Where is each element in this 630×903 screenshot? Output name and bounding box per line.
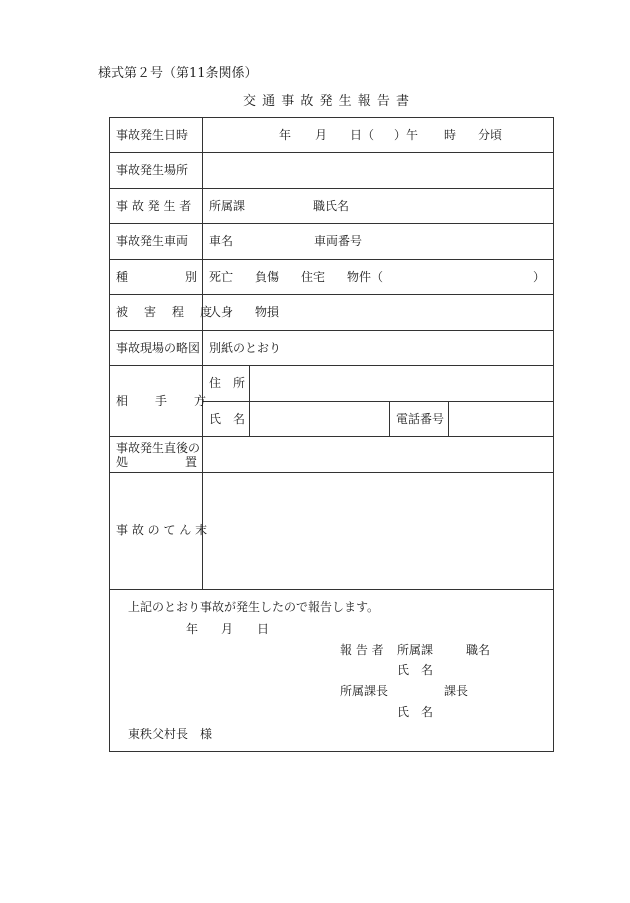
label-damage-extent: 被 害 程 度 [116,305,215,319]
datetime-year: 年 [279,128,292,142]
label-immediate-response-line2a: 処 [116,455,129,469]
row-divider [109,294,554,295]
report-statement: 上記のとおり事故が発生したので報告します。 [128,600,380,614]
category-death: 死亡 [209,270,234,284]
label-other-party: 相 手 方 [116,394,208,408]
vehicle-number: 車両番号 [314,234,363,248]
row-divider [109,436,554,437]
table-border-top [109,117,554,118]
datetime-hour: 時 [444,128,457,142]
document-title: 交 通 事 故 発 生 報 告 書 [243,94,411,109]
label-accident-vehicle: 事故発生車両 [116,234,189,248]
datetime-ampm: ）午 [394,128,419,142]
report-date-day: 日 [257,622,270,636]
report-date-month: 月 [221,622,234,636]
row-divider [109,223,554,224]
phone-label-right-divider [448,401,449,437]
table-border-left [109,117,110,752]
category-property: 物件（ [347,270,384,284]
vehicle-name: 車名 [209,234,234,248]
label-category-b: 別 [185,270,198,284]
label-site-sketch: 事故現場の略図 [116,341,201,355]
report-date-year: 年 [186,622,199,636]
datetime-day: 日（ [350,128,375,142]
other-party-name-label: 氏 名 [209,412,246,426]
person-title-name: 職氏名 [313,199,350,213]
row-divider [109,152,554,153]
label-accident-details: 事 故 の て ん 末 [116,523,208,537]
table-border-bottom [109,751,554,752]
label-accident-place: 事故発生場所 [116,163,189,177]
label-immediate-response-line1: 事故発生直後の [116,441,201,455]
row-divider [109,259,554,260]
table-border-right [553,117,554,752]
section-chief-label: 所属課長 [340,684,389,698]
damage-material: 物損 [255,305,280,319]
row-divider [109,188,554,189]
datetime-month: 月 [315,128,328,142]
datetime-minute: 分頃 [478,128,503,142]
label-immediate-response-line2b: 置 [185,455,198,469]
section-chief-name-label: 氏 名 [397,705,434,719]
site-sketch-value: 別紙のとおり [209,341,282,355]
row-divider [109,365,554,366]
other-party-address-label: 住 所 [209,376,246,390]
section-chief-title: 課長 [444,684,469,698]
category-injury: 負傷 [255,270,280,284]
row-divider [109,472,554,473]
row-divider-other-party [202,401,554,402]
reporter-name-label: 氏 名 [397,663,434,677]
damage-human: 人身 [209,305,234,319]
reporter-department: 所属課 [397,643,434,657]
label-accident-person: 事 故 発 生 者 [116,199,192,213]
addressee: 東秩父村長 様 [128,727,213,741]
label-category-a: 種 [116,270,129,284]
form-number: 様式第２号（第11条関係） [98,66,258,81]
other-party-sub-divider [249,365,250,437]
phone-label-left-divider [389,401,390,437]
row-divider [109,589,554,590]
person-department: 所属課 [209,199,246,213]
reporter-title: 職名 [466,643,491,657]
category-house: 住宅 [301,270,326,284]
category-close-paren: ） [533,270,546,284]
row-divider [109,330,554,331]
reporter-label: 報 告 者 [340,643,384,657]
label-accident-datetime: 事故発生日時 [116,128,189,142]
other-party-phone-label: 電話番号 [396,412,445,426]
